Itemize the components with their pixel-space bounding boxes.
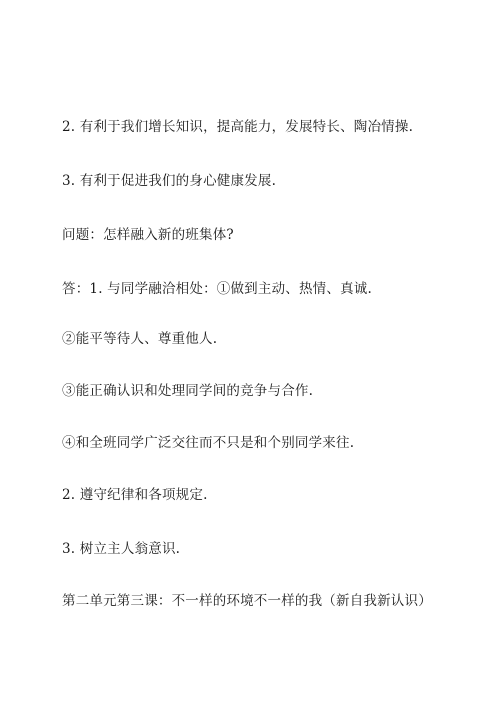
text-line-2: 3. 有利于促进我们的身心健康发展. (62, 173, 277, 189)
answer-point-2: ②能平等待人、尊重他人. (62, 331, 218, 347)
text-line-1: 2. 有利于我们增长知识，提高能力，发展特长、陶冶情操. (62, 119, 414, 135)
answer-point-3: ③能正确认识和处理同学间的竞争与合作. (62, 383, 314, 399)
lesson-heading: 第二单元第三课：不一样的环境不一样的我（新自我新认识） (62, 593, 432, 609)
answer-line-1: 答：1. 与同学融洽相处：①做到主动、热情、真诚. (62, 281, 372, 297)
answer-item-3: 3. 树立主人翁意识. (62, 541, 181, 557)
answer-item-2: 2. 遵守纪律和各项规定. (62, 487, 208, 503)
answer-point-4: ④和全班同学广泛交往而不只是和个别同学来往. (62, 435, 355, 451)
question-heading: 问题：怎样融入新的班集体? (62, 227, 234, 243)
